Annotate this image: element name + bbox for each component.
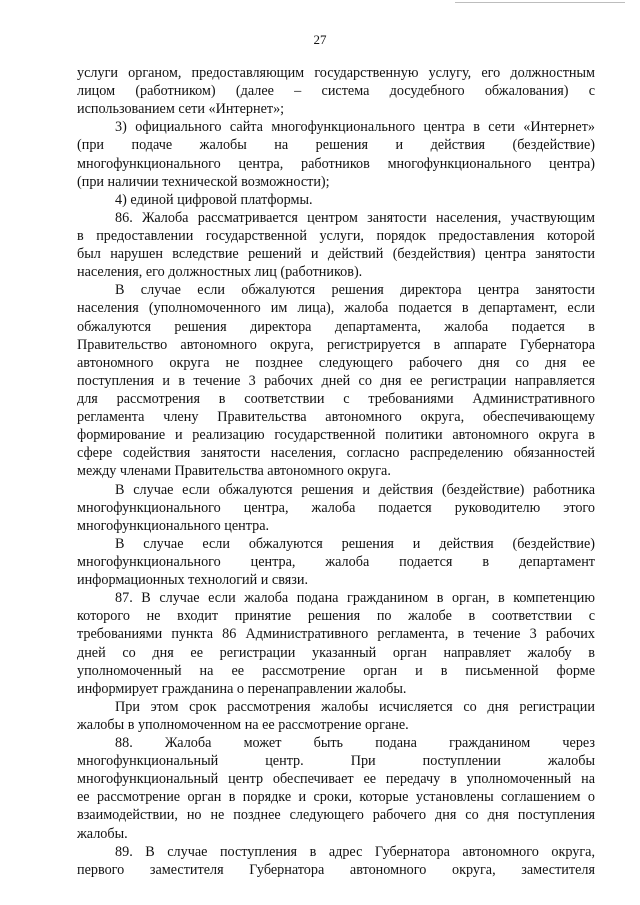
text-line: информирует гражданина о перенаправлении жалобы. bbox=[77, 680, 407, 697]
text-line: населения (уполномоченного им лица), жалоба подается в департамент, если bbox=[77, 300, 595, 317]
text-line: жалобы. bbox=[77, 825, 128, 842]
text-line: В случае если обжалуются решения и действия (бездействие) bbox=[115, 535, 595, 552]
text-line: сфере содействия занятости населения, согласно распределению обязанностей bbox=[77, 445, 595, 462]
text-line: населения, его должностных лиц (работников). bbox=[77, 264, 363, 281]
text-line: В случае если обжалуются решения и действия (бездействие) работника bbox=[115, 481, 595, 498]
text-line: уполномоченный на ее рассмотрение орган и в письменной форме bbox=[77, 662, 595, 679]
top-edge-rule bbox=[455, 2, 625, 3]
text-line: 89. В случае поступления в адрес Губернатора автономного округа, bbox=[115, 843, 595, 860]
text-line: В случае если обжалуются решения директора центра занятости bbox=[115, 282, 595, 299]
text-line: многофункционального центра, жалоба подается руководителю этого bbox=[77, 499, 595, 516]
text-line: многофункционального центра, работников многофункционального центра) bbox=[77, 155, 595, 172]
text-line: которого не входит принятие решения по жалобе в соответствии с bbox=[77, 608, 595, 625]
text-line: многофункциональный центр. При поступлении жалобы bbox=[77, 753, 595, 770]
text-line: многофункциональный центр обеспечивает ее передачу в уполномоченный на bbox=[77, 771, 595, 788]
text-line: многофункционального центра. bbox=[77, 517, 270, 534]
text-line: (при наличии технической возможности); bbox=[77, 173, 330, 190]
text-line: 3) официального сайта многофункционального центра в сети «Интернет» bbox=[115, 119, 595, 136]
text-line: 4) единой цифровой платформы. bbox=[115, 191, 313, 208]
text-line: в предоставлении государственной услуги, порядок предоставления которой bbox=[77, 227, 595, 244]
page-number: 27 bbox=[313, 32, 327, 47]
document-body bbox=[77, 64, 595, 879]
text-line: жалобы в уполномоченном на ее рассмотрение органе. bbox=[77, 716, 409, 733]
text-line: взаимодействии, но не позднее следующего рабочего дня со дня поступления bbox=[77, 807, 595, 824]
text-line: лицом (работником) (далее – система досудебного обжалования) с bbox=[77, 83, 595, 100]
text-line: услуги органом, предоставляющим государственную услугу, его должностным bbox=[77, 65, 595, 81]
text-line: При этом срок рассмотрения жалобы исчисляется со дня регистрации bbox=[115, 698, 595, 715]
text-line: для рассмотрения в соответствии с требованиями Административного bbox=[77, 390, 595, 407]
text-line: 88. Жалоба может быть подана гражданином через bbox=[115, 735, 595, 752]
text-line: использованием сети «Интернет»; bbox=[77, 101, 285, 118]
text-line: (при подаче жалобы на решения и действия (бездействие) bbox=[77, 137, 595, 154]
text-line: регламента члену Правительства автономного округа, обеспечивающему bbox=[77, 409, 595, 426]
text-line: 87. В случае если жалоба подана гражданином в орган, в компетенцию bbox=[115, 590, 595, 607]
text-line: формирование и реализацию государственной политики автономного округа в bbox=[77, 427, 595, 444]
text-line: ее рассмотрение орган в порядке и сроки, которые установлены соглашением о bbox=[77, 789, 595, 806]
text-line: автономного округа не позднее следующего рабочего дня со дня ее bbox=[77, 354, 595, 371]
text-line: первого заместителя Губернатора автономного округа, заместителя bbox=[77, 861, 595, 878]
text-line: между членами Правительства автономного округа. bbox=[77, 463, 391, 480]
text-line: дней со дня ее регистрации указанный орган направляет жалобу в bbox=[77, 644, 595, 661]
text-line: 86. Жалоба рассматривается центром занятости населения, участвующим bbox=[115, 209, 595, 226]
text-line: обжалуются решения директора департамента, жалоба подается в bbox=[77, 318, 595, 335]
text-line: многофункционального центра, жалоба подается в департамент bbox=[77, 553, 595, 570]
text-line: Правительство автономного округа, регистрируется в аппарате Губернатора bbox=[77, 336, 595, 353]
text-line: информационных технологий и связи. bbox=[77, 572, 309, 589]
text-line: требованиями пункта 86 Административного регламента, в течение 3 рабочих bbox=[77, 626, 595, 643]
text-line: поступления и в течение 3 рабочих дней со дня ее регистрации направляется bbox=[77, 372, 595, 389]
text-line: был нарушен вследствие решений и действий (бездействия) центра занятости bbox=[77, 246, 595, 263]
